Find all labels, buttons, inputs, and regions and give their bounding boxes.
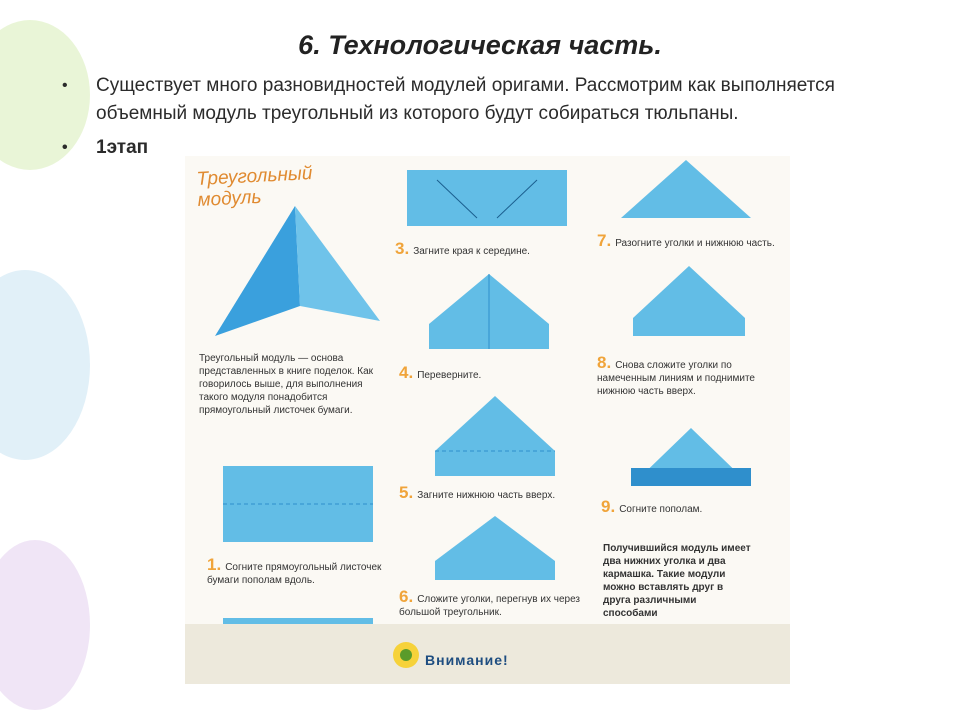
bullet-dot: • bbox=[62, 139, 68, 156]
bullet-text: 1этап bbox=[96, 137, 149, 158]
step-text: Согните пополам. bbox=[619, 504, 703, 515]
step6-figure bbox=[435, 516, 555, 582]
step-text: Загните нижнюю часть вверх. bbox=[417, 490, 556, 501]
step-text: Согните прямоугольный листочек бумаги пополам вдоль. bbox=[207, 562, 382, 586]
step-4 bbox=[399, 363, 579, 382]
step-number: 6. bbox=[399, 587, 414, 606]
step-number: 4. bbox=[399, 363, 414, 382]
step-number: 3. bbox=[395, 239, 410, 258]
panel-heading-line: модуль bbox=[197, 186, 262, 212]
step-number: 1. bbox=[207, 555, 222, 574]
step-5 bbox=[399, 483, 569, 502]
panel-heading-line: Треугольный bbox=[195, 162, 313, 191]
step1-figure bbox=[223, 466, 373, 546]
bullet-list bbox=[62, 72, 922, 162]
attention-label: Внимание! bbox=[425, 652, 509, 668]
background-balloon bbox=[0, 270, 90, 460]
step-number: 7. bbox=[597, 231, 612, 250]
step-7 bbox=[597, 231, 787, 250]
step-9 bbox=[601, 497, 781, 516]
step-text: Сложите уголки, перегнув их через большой треугольник. bbox=[399, 594, 580, 618]
step5-figure bbox=[435, 396, 555, 476]
bullet-text: Существует много разновидностей модулей оригами. Рассмотрим как выполняется объемный модуль треугольный из которого будут собираться тюльпаны. bbox=[96, 75, 835, 124]
result-text: Получившийся модуль имеет два нижних уголка и два кармашка. Такие модули можно вставлять друг в друга различными способами bbox=[603, 543, 751, 619]
bullet-dot: • bbox=[62, 77, 68, 94]
step-3 bbox=[395, 239, 575, 258]
step-number: 9. bbox=[601, 497, 616, 516]
step-number: 5. bbox=[399, 483, 414, 502]
panel-heading bbox=[196, 163, 314, 211]
slide-title: 6. Технологическая часть. bbox=[298, 30, 662, 60]
triangle-module-figure bbox=[205, 206, 385, 346]
background-balloon bbox=[0, 540, 90, 710]
origami-instructions-image bbox=[185, 156, 790, 684]
flower-icon bbox=[391, 640, 421, 670]
step-1 bbox=[207, 555, 387, 587]
step3-figure bbox=[407, 170, 567, 230]
step-number: 8. bbox=[597, 353, 612, 372]
step7-figure bbox=[621, 160, 751, 220]
step4-figure bbox=[429, 274, 549, 354]
step-text: Снова сложите уголки по намеченным линиям и поднимите нижнюю часть вверх. bbox=[597, 360, 755, 397]
step8-figure bbox=[633, 266, 745, 338]
bullet-item bbox=[62, 72, 922, 128]
step9-figure bbox=[631, 428, 751, 490]
intro-text: Треугольный модуль — основа представленных в книге поделок. Как говорилось выше, для выполнения такого модуля понадобится прямоугольный листочек бумаги. bbox=[199, 353, 374, 416]
step-text: Загните края к середине. bbox=[413, 246, 530, 257]
step-text: Разогните уголки и нижнюю часть. bbox=[615, 238, 775, 249]
step-8 bbox=[597, 353, 787, 398]
step-text: Переверните. bbox=[417, 370, 482, 381]
step-6 bbox=[399, 587, 589, 619]
